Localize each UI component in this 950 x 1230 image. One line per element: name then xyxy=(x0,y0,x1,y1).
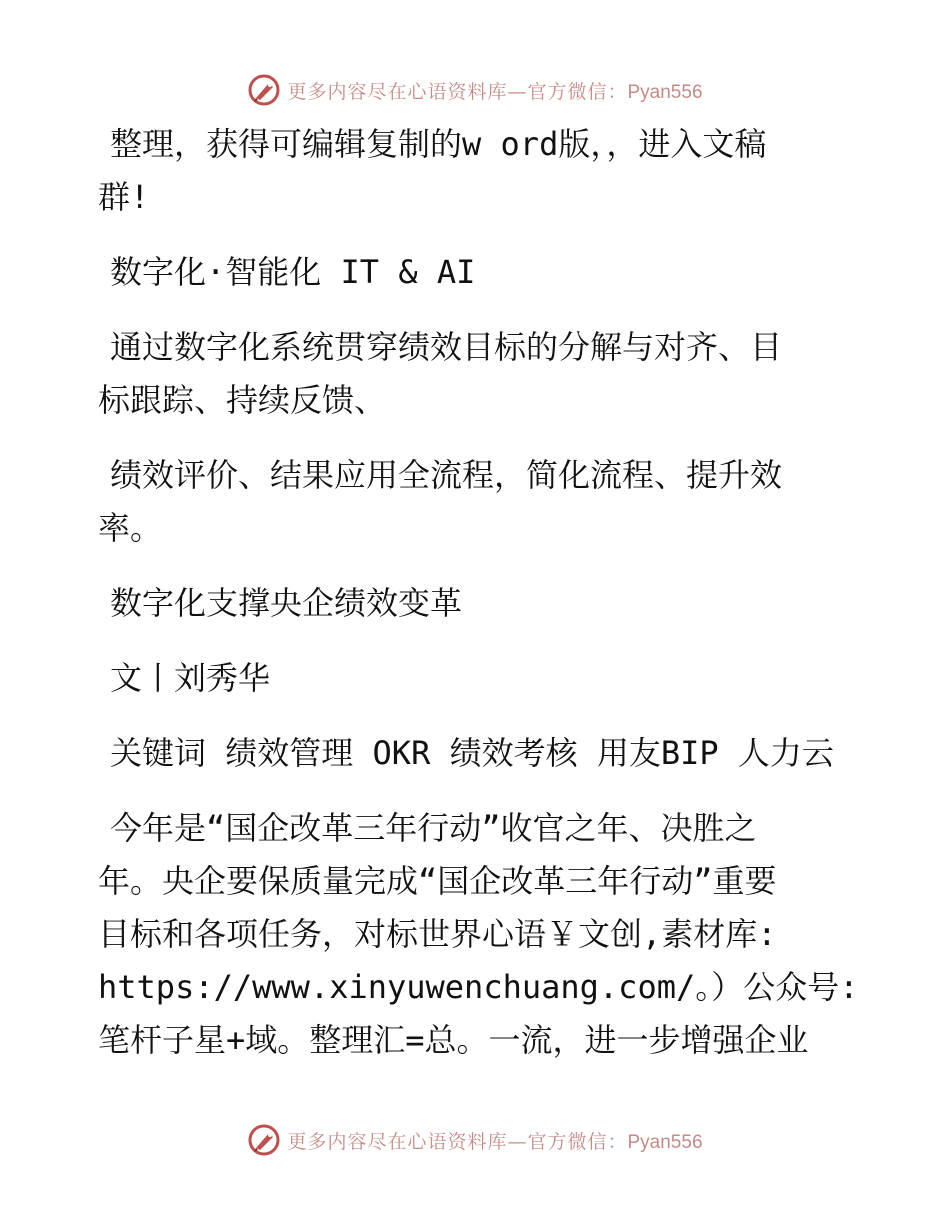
pen-nib-logo-icon xyxy=(247,73,281,107)
pen-nib-logo-icon xyxy=(247,1123,281,1157)
watermark-wechat-id: Pyan556 xyxy=(627,1131,703,1153)
text-line: 数字化支撑央企绩效变革 xyxy=(110,584,463,622)
article-title xyxy=(98,577,858,630)
document-body xyxy=(98,118,858,1067)
text-line: 数字化·智能化 IT & AI xyxy=(110,253,476,291)
text-line: 绩效评价、结果应用全流程，简化流程、提升效 xyxy=(110,456,783,494)
text-line: 今年是“国企改革三年行动”收官之年、决胜之 xyxy=(110,809,757,847)
text-line: 年。央企要保质量完成“国企改革三年行动”重要 xyxy=(98,862,777,900)
section-heading xyxy=(98,246,858,299)
text-line: 整理，获得可编辑复制的w ord版，，进入文稿 xyxy=(110,125,767,163)
watermark-text: 更多内容尽在心语资料库—官方微信：Pyan556 xyxy=(287,80,703,103)
keywords-line xyxy=(98,727,858,780)
text-line: 笔杆子星+域。整理汇=总。一流，进一步增强企业 xyxy=(98,1021,809,1059)
text-line: 标跟踪、持续反馈、 xyxy=(98,381,387,419)
text-line: 通过数字化系统贯穿绩效目标的分解与对齐、目 xyxy=(110,328,783,366)
text-line: https://www.xinyuwenchuang.com/。）公众号: xyxy=(98,968,859,1006)
text-line: 目标和各项任务，对标世界心语￥文创,素材库: xyxy=(98,915,777,953)
watermark-wechat-id: Pyan556 xyxy=(627,81,703,103)
footer-watermark xyxy=(0,1120,950,1160)
text-line: 群! xyxy=(98,178,150,216)
paragraph xyxy=(98,449,858,555)
watermark-text: 更多内容尽在心语资料库—官方微信：Pyan556 xyxy=(287,1130,703,1153)
paragraph xyxy=(98,118,858,224)
header-watermark xyxy=(0,70,950,110)
paragraph xyxy=(98,321,858,427)
text-line: 文丨刘秀华 xyxy=(110,659,271,697)
text-line: 关键词 绩效管理 OKR 绩效考核 用友BIP 人力云 xyxy=(110,734,834,772)
author-line xyxy=(98,652,858,705)
text-line: 率。 xyxy=(98,509,163,547)
paragraph xyxy=(98,802,858,1067)
